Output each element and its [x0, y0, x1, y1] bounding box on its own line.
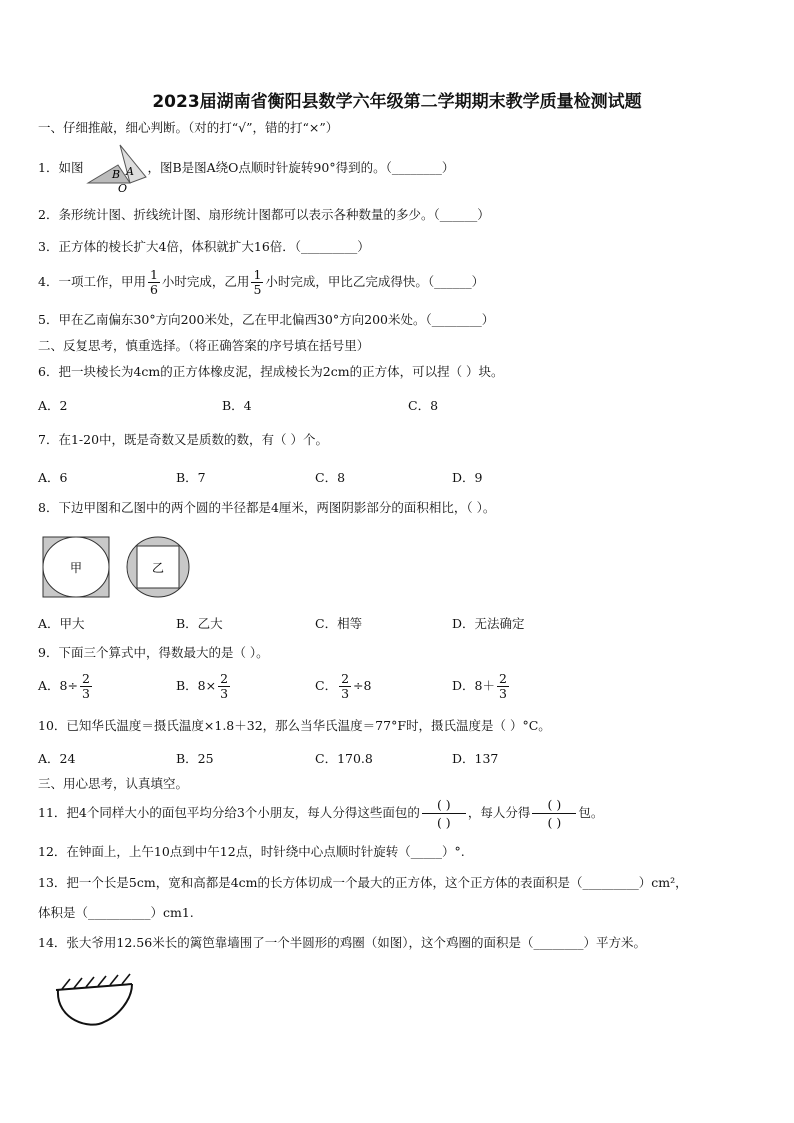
answer-fraction-blank-2[interactable] [532, 796, 576, 831]
question-11 [38, 796, 603, 831]
question-1-prefix: 1．如图 [38, 160, 84, 175]
fraction-two-thirds [339, 672, 351, 701]
label-o: O [118, 182, 128, 195]
q8-option-b: B．乙大 [176, 616, 223, 631]
fraction-two-thirds [497, 672, 509, 701]
page-title: 2023届湖南省衡阳县数学六年级第二学期期末教学质量检测试题 [152, 92, 642, 112]
question-10: 10．已知华氏温度＝摄氏温度×1.8＋32，那么当华氏温度＝77°F时，摄氏温度是（ ）°C。 [38, 718, 551, 733]
fraction-denominator: 3 [220, 686, 229, 701]
q7-option-c: C．8 [315, 470, 346, 485]
q7-option-a: A．6 [38, 470, 68, 485]
q9-option-a [38, 672, 94, 701]
fraction-denominator: 3 [498, 686, 507, 701]
figure-yi [126, 536, 190, 598]
q9-option-c-suffix: ÷8 [353, 678, 372, 693]
fraction-two-thirds [218, 672, 230, 701]
question-1-text: ，图B是图A绕O点顺时针旋转90°得到的。（________） [147, 160, 455, 175]
question-11-part-2: ，每人分得 [467, 805, 531, 820]
q8-option-c: C．相等 [315, 616, 363, 631]
semicircle-pen-figure [52, 970, 136, 1030]
question-12: 12．在钟面上，上午10点到中午12点，时针绕中心点顺时针旋转（_____）°. [38, 844, 465, 859]
label-yi: 乙 [152, 561, 165, 575]
question-5: 5．甲在乙南偏东30°方向200米处，乙在甲北偏西30°方向200米处。（________） [38, 312, 495, 327]
label-a: A [126, 165, 134, 178]
question-8: 8．下边甲图和乙图中的两个圆的半径都是4厘米，两图阴影部分的面积相比，（ ）。 [38, 500, 496, 515]
q9-option-b [176, 672, 232, 701]
q10-option-d: D．137 [452, 751, 499, 766]
q8-option-d: D．无法确定 [452, 616, 525, 631]
q6-option-b: B．4 [222, 398, 252, 413]
q10-option-c: C．170.8 [315, 751, 373, 766]
q9-option-b-text: B．8× [176, 678, 217, 693]
fraction-one-fifth [251, 268, 263, 297]
q6-option-c: C．8 [408, 398, 439, 413]
question-4-part-3: 小时完成，甲比乙完成得快。（______） [265, 274, 485, 289]
figure-b-triangle [88, 165, 130, 183]
fraction-denominator: 3 [81, 686, 90, 701]
q7-option-d: D．9 [452, 470, 483, 485]
question-11-part-3: 包。 [578, 805, 604, 820]
q9-option-a-text: A．8÷ [38, 678, 78, 693]
q10-option-a: A．24 [38, 751, 76, 766]
answer-fraction-blank-1[interactable] [422, 796, 466, 831]
fraction-numerator: 2 [220, 671, 229, 686]
blank-numerator: ( ) [532, 796, 576, 814]
question-11-part-1: 11．把4个同样大小的面包平均分给3个小朋友，每人分得这些面包的 [38, 805, 420, 820]
q10-option-b: B．25 [176, 751, 214, 766]
rotation-figure [86, 143, 152, 195]
q9-option-c-text: C． [315, 678, 338, 693]
section-2-heading: 二、反复思考，慎重选择。（将正确答案的序号填在括号里） [38, 338, 370, 353]
fraction-denominator: 3 [341, 686, 350, 701]
label-jia: 甲 [70, 561, 83, 575]
fraction-two-thirds [80, 672, 92, 701]
question-13-line-1: 13．把一个长是5cm，宽和高都是4cm的长方体切成一个最大的正方体，这个正方体的表面积是（_________）cm²， [38, 875, 688, 890]
section-1-heading: 一、仔细推敲，细心判断。（对的打“√”，错的打“×”） [38, 120, 339, 135]
question-3: 3．正方体的棱长扩大4倍，体积就扩大16倍．（_________） [38, 239, 370, 254]
q7-option-b: B．7 [176, 470, 206, 485]
fraction-denominator: 5 [253, 282, 262, 297]
blank-denominator: ( ) [436, 815, 451, 830]
section-3-heading: 三、用心思考，认真填空。 [38, 776, 189, 791]
blank-numerator: ( ) [422, 796, 466, 814]
question-9: 9．下面三个算式中，得数最大的是（ ）。 [38, 645, 269, 660]
label-b: B [112, 168, 121, 181]
blank-denominator: ( ) [547, 815, 562, 830]
fraction-one-sixth [148, 268, 160, 297]
question-6: 6．把一块棱长为4cm的正方体橡皮泥，捏成棱长为2cm的正方体，可以捏（ ）块。 [38, 364, 504, 379]
fraction-numerator: 2 [341, 671, 350, 686]
q9-option-d-text: D．8＋ [452, 678, 495, 693]
question-4 [38, 268, 484, 297]
q8-option-a: A．甲大 [38, 616, 85, 631]
question-13-line-2: 体积是（__________）cm1. [38, 905, 194, 920]
fraction-numerator: 2 [81, 671, 90, 686]
fraction-numerator: 1 [149, 267, 158, 282]
question-4-part-2: 小时完成，乙用 [161, 274, 250, 289]
q9-option-c [315, 672, 371, 701]
fraction-numerator: 2 [498, 671, 507, 686]
question-14: 14．张大爷用12.56米长的篱笆靠墙围了一个半圆形的鸡圈（如图），这个鸡圈的面积是（________）平方米。 [38, 935, 646, 950]
q9-option-d [452, 672, 511, 701]
question-4-part-1: 4．一项工作，甲用 [38, 274, 146, 289]
fraction-numerator: 1 [253, 267, 262, 282]
fraction-denominator: 6 [149, 282, 158, 297]
q6-option-a: A．2 [38, 398, 68, 413]
question-7: 7．在1-20中，既是奇数又是质数的数，有（ ）个。 [38, 432, 329, 447]
question-2: 2．条形统计图、折线统计图、扇形统计图都可以表示各种数量的多少。（______） [38, 207, 490, 222]
figure-jia [42, 536, 110, 598]
